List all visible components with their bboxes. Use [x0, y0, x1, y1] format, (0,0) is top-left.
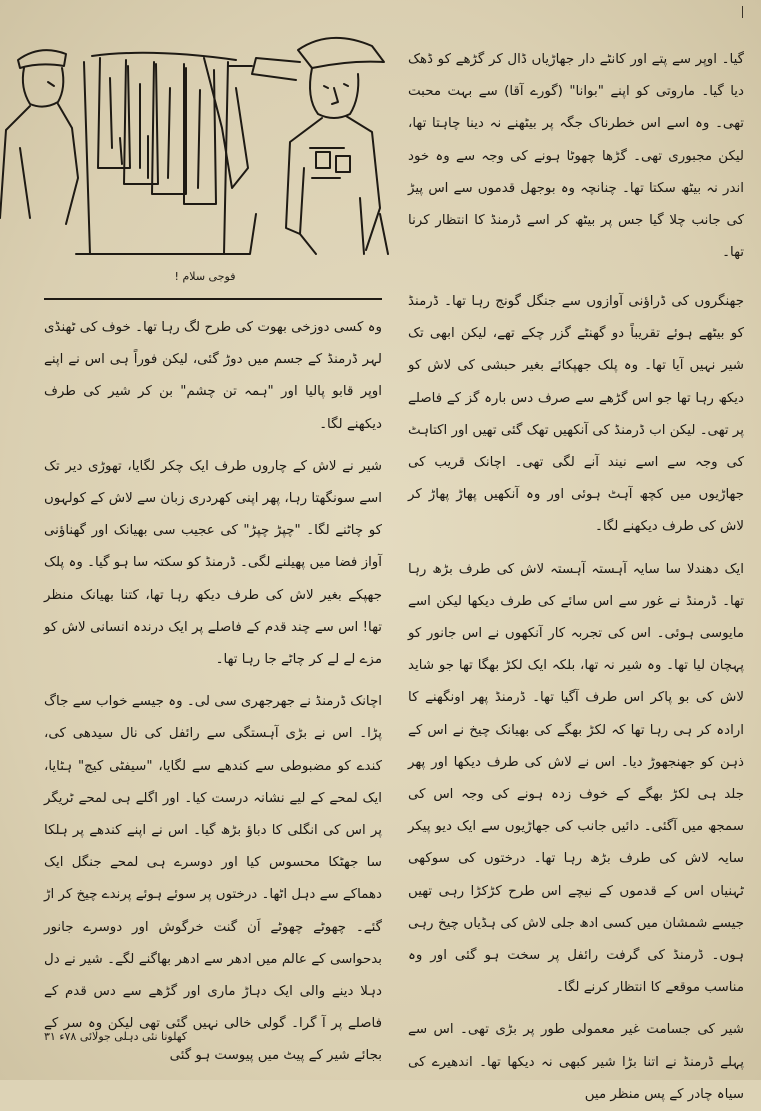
- right-column-top: [408, 44, 744, 269]
- cartoon-drawing: [0, 18, 395, 258]
- section-divider: [44, 298, 382, 300]
- paragraph: گیا۔ اوپر سے پتے اور کانٹے دار جھاڑیاں ڈال کر گڑھے کو ڈھک دیا گیا۔ ماروتی کو اپنے "بوانا" (گورے آقا) سے بہت محبت تھی۔ وہ اسے اس خطرناک جگہ پر بیٹھنے نہ دینا چاہتا تھا، لیکن مجبوری تھی۔ گڑھا چھوٹا ہونے کی وجہ سے وہ خود اندر نہ بیٹھ سکتا تھا۔ چنانچہ وہ بوجھل قدموں سے اس پیڑ کی جانب چلا گیا جس پر بیٹھ کر اسے ڈرمنڈ کا انتظار کرنا تھا۔: [408, 52, 744, 261]
- right-column-bottom: [408, 286, 744, 1111]
- paragraph: شیر نے لاش کے چاروں طرف ایک چکر لگایا، تھوڑی دیر تک اسے سونگھتا رہا، پھر اپنی کھردری زبان سے لاش کے کولہوں کو چاٹنے لگا۔ "چپڑ چپڑ" کی عجیب سی بھیانک اور گھناؤنی آواز فضا میں پھیلنے لگی۔ ڈرمنڈ کو سکتہ سا ہو گیا۔ وہ پلک جھپکے بغیر لاش کی طرف دیکھ رہا تھا، کتنا بھیانک منظر تھا! اس سے چند قدم کے فاصلے پر ایک درندہ انسانی لاش کو مزے لے لے کر چاٹے جا رہا تھا۔: [44, 458, 382, 668]
- paragraph: اچانک ڈرمنڈ نے جھرجھری سی لی۔ وہ جیسے خواب سے جاگ پڑا۔ اس نے بڑی آہستگی سے رائفل کی نال سیدھی کی، کندے کو مضبوطی سے کندھے سے لگایا، "سیفٹی کیچ" ہٹایا، ایک لمحے کے لیے نشانہ درست کیا۔ اور اگلے ہی لمحے ٹریگر پر اس کی انگلی کا دباؤ بڑھ گیا۔ اس نے اپنے کندھے پر ہلکا سا جھٹکا محسوس کیا اور دوسرے ہی لمحے جنگل ایک دھماکے سے دہل اٹھا۔ درختوں پر سوئے ہوئے پرندے چیخ کر اڑ گئے۔ چھوٹے چھوٹے اَن گنت خرگوش اور دوسرے جانور بدحواسی کے عالم میں ادھر سے ادھر بھاگنے لگے۔ شیر نے دل دہلا دینے والی ایک دہاڑ ماری اور گڑھے سے دس قدم کے فاصلے پر آ گرا۔ گولی خالی نہیں گئی تھی لیکن وہ سر کے بجائے شیر کے پیٹ میں پیوست ہو گئی: [44, 694, 382, 1064]
- paragraph: جھنگروں کی ڈراؤنی آوازوں سے جنگل گونج رہا تھا۔ ڈرمنڈ کو بیٹھے ہوئے تقریباً دو گھنٹے گزر چکے تھے، لیکن ابھی تک شیر نہیں آیا تھا۔ وہ پلک جھپکائے بغیر حبشی کی لاش کو دیکھ رہا تھا جو اس گڑھے سے صرف دس بارہ گز کے فاصلے پر تھی۔ لیکن اب ڈرمنڈ کی آنکھیں تھک گئی تھیں اور اکتاہٹ کی وجہ سے اسے نیند آنے لگی تھی۔ اچانک قریب کی جھاڑیوں میں کچھ آہٹ ہوئی اور وہ آنکھیں پھاڑ پھاڑ کر لاش کی طرف دیکھنے لگا۔: [408, 294, 744, 535]
- paragraph: شیر کی جسامت غیر معمولی طور پر بڑی تھی۔ اس سے پہلے ڈرمنڈ نے اتنا بڑا شیر کبھی نہ دیکھا تھا۔ اندھیرے کی سیاہ چادر کے پس منظر میں: [408, 1022, 744, 1102]
- page-footer: کھلونا نئی دہلی جولائی ۷۸ء ۳۱: [44, 1030, 188, 1043]
- cartoon-illustration: [0, 18, 395, 258]
- paragraph: ایک دھندلا سا سایہ آہستہ آہستہ لاش کی طرف بڑھ رہا تھا۔ ڈرمنڈ نے غور سے اس سائے کی طرف دیکھا لیکن اسے مایوسی ہوئی۔ اس کی تجربہ کار آنکھوں نے اس جانور کو پہچان لیا تھا۔ وہ شیر نہ تھا، بلکہ ایک لکڑ بھگا تھا جو شاید لاش کی بو پاکر اس طرف آگیا تھا۔ ڈرمنڈ پھر اونگھنے کا ارادہ کر ہی رہا تھا کہ لکڑ بھگے کی بھیانک چیخ نے اس کے ذہن کو جھنجھوڑ دیا۔ اس نے لاش کی طرف دیکھا اور پھر جلد ہی لکڑ بھگے کے خوف زدہ ہونے کی وجہ اس کی سمجھ میں آگئی۔ دائیں جانب کی جھاڑیوں سے ایک دیو پیکر سایہ لاش کی طرف بڑھ رہا تھا۔ درختوں کی سوکھی ٹہنیاں اس کے قدموں کے نیچے اس طرح کڑکڑا رہی تھیں جیسے شمشان میں کسی ادھ جلی لاش کی ہڈیاں چیخ رہی ہوں۔ ڈرمنڈ کی گرفت رائفل پر سخت ہو گئی اور وہ مناسب موقعے کا انتظار کرنے لگا۔: [408, 561, 744, 996]
- paragraph: وہ کسی دوزخی بھوت کی طرح لگ رہا تھا۔ خوف کی ٹھنڈی لہر ڈرمنڈ کے جسم میں دوڑ گئی، لیکن فوراً ہی اس نے اپنے اوپر قابو پالیا اور "ہمہ تن چشم" بن کر شیر کی طرف دیکھنے لگا۔: [44, 320, 382, 432]
- page-corner-mark: [742, 6, 749, 18]
- left-column: [44, 312, 382, 1073]
- illustration-caption: فوجی سلام !: [174, 270, 236, 283]
